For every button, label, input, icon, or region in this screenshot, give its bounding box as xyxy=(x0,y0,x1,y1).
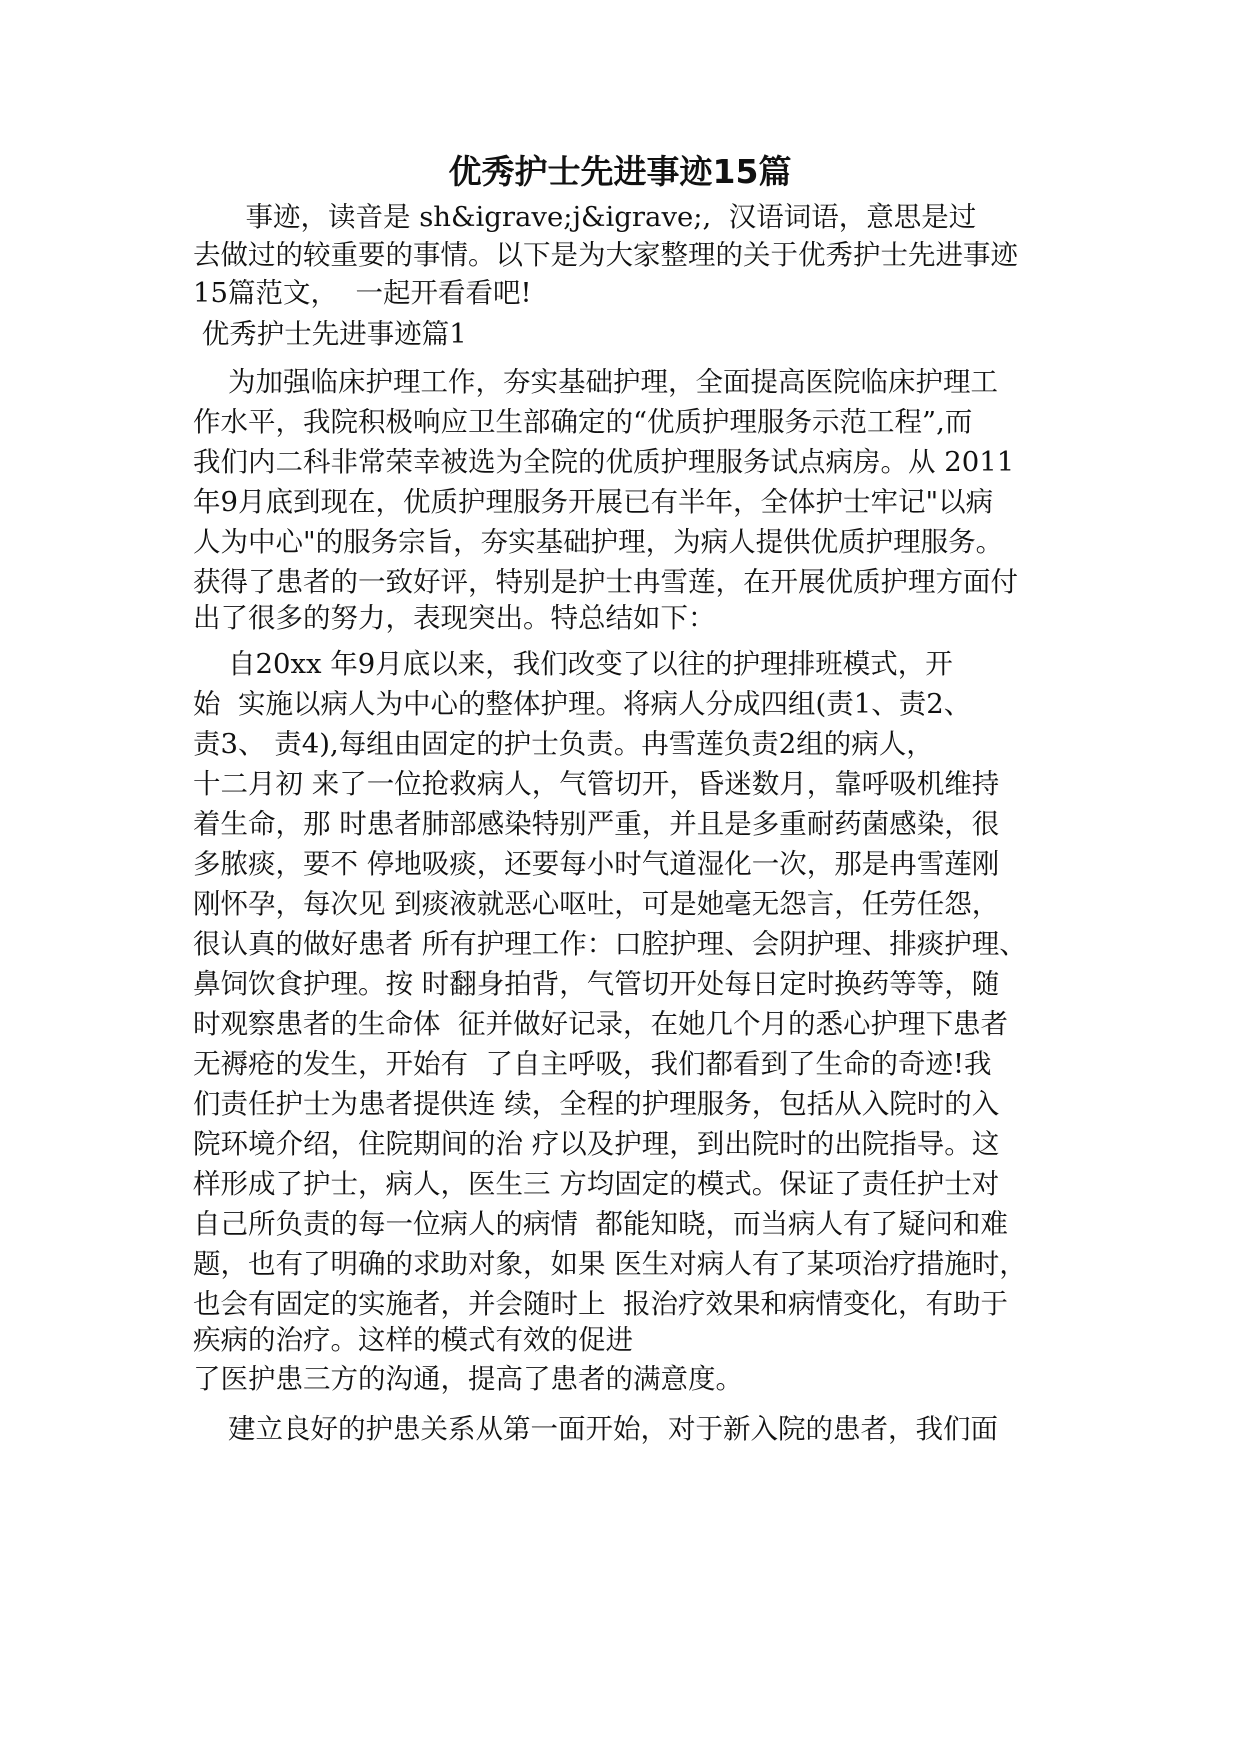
text-line-3: 15篇范文， 一起开看看吧! xyxy=(193,277,532,309)
text-line-1: 事迹，读音是 sh&igrave;j&igrave;, 汉语词语，意思是过 xyxy=(193,201,977,233)
text-line-20: 鼻饲饮食护理。按 时翻身拍背，气管切开处每日定时换药等等，随 xyxy=(193,968,1000,1000)
text-line-2: 去做过的较重要的事情。以下是为大家整理的关于优秀护士先进事迹 xyxy=(193,239,1018,271)
text-line-21: 时观察患者的生命体 征并做好记录，在她几个月的悉心护理下患者 xyxy=(193,1008,1008,1040)
section-heading: 优秀护士先进事迹篇1 xyxy=(193,318,467,350)
document-title: 优秀护士先进事迹15篇 xyxy=(448,152,792,191)
text-line-25: 样形成了护士，病人，医生三 方均固定的模式。保证了责任护士对 xyxy=(193,1168,1000,1200)
text-line-5: 为加强临床护理工作，夯实基础护理，全面提高医院临床护理工 xyxy=(193,366,998,398)
text-line-9: 人为中心"的服务宗旨，夯实基础护理，为病人提供优质护理服务。 xyxy=(193,526,1004,558)
text-line-30: 了医护患三方的沟通，提高了患者的满意度。 xyxy=(193,1363,743,1395)
text-line-28: 也会有固定的实施者，并会随时上 报治疗效果和病情变化，有助于 xyxy=(193,1288,1008,1320)
text-line-13: 始 实施以病人为中心的整体护理。将病人分成四组(责1、责2、 xyxy=(193,688,972,720)
text-line-14: 责3、 责4),每组由固定的护士负责。冉雪莲负责2组的病人， xyxy=(193,728,934,760)
text-line-15: 十二月初 来了一位抢救病人，气管切开，昏迷数月，靠呼吸机维持 xyxy=(193,768,1000,800)
text-line-6: 作水平，我院积极响应卫生部确定的“优质护理服务示范工程”,而 xyxy=(193,406,973,438)
text-line-8: 年9月底到现在，优质护理服务开展已有半年，全体护士牢记"以病 xyxy=(193,486,994,518)
text-line-16: 着生命，那 时患者肺部感染特别严重，并且是多重耐药菌感染，很 xyxy=(193,808,1000,840)
text-line-10: 获得了患者的一致好评，特别是护士冉雪莲，在开展优质护理方面付 xyxy=(193,566,1018,598)
text-line-31: 建立良好的护患关系从第一面开始，对于新入院的患者，我们面 xyxy=(193,1413,998,1445)
text-line-19: 很认真的做好患者 所有护理工作：口腔护理、会阴护理、排痰护理、 xyxy=(193,928,1027,960)
text-line-23: 们责任护士为患者提供连 续，全程的护理服务，包括从入院时的入 xyxy=(193,1088,1000,1120)
text-line-17: 多脓痰，要不 停地吸痰，还要每小时气道湿化一次，那是冉雪莲刚 xyxy=(193,848,1000,880)
text-line-12: 自20xx 年9月底以来，我们改变了以往的护理排班模式，开 xyxy=(193,648,953,680)
text-line-29: 疾病的治疗。这样的模式有效的促进 xyxy=(193,1324,633,1356)
text-line-7: 我们内二科非常荣幸被选为全院的优质护理服务试点病房。从 2011 xyxy=(193,446,1015,478)
text-line-27: 题，也有了明确的求助对象，如果 医生对病人有了某项治疗措施时， xyxy=(193,1248,1027,1280)
text-line-22: 无褥疮的发生，开始有 了自主呼吸，我们都看到了生命的奇迹!我 xyxy=(193,1048,992,1080)
text-line-18: 刚怀孕，每次见 到痰液就恶心呕吐，可是她毫无怨言，任劳任怨， xyxy=(193,888,1000,920)
text-line-11: 出了很多的努力，表现突出。特总结如下： xyxy=(193,602,716,634)
text-line-24: 院环境介绍，住院期间的治 疗以及护理，到出院时的出院指导。这 xyxy=(193,1128,1000,1160)
text-line-26: 自己所负责的每一位病人的病情 都能知晓，而当病人有了疑问和难 xyxy=(193,1208,1008,1240)
